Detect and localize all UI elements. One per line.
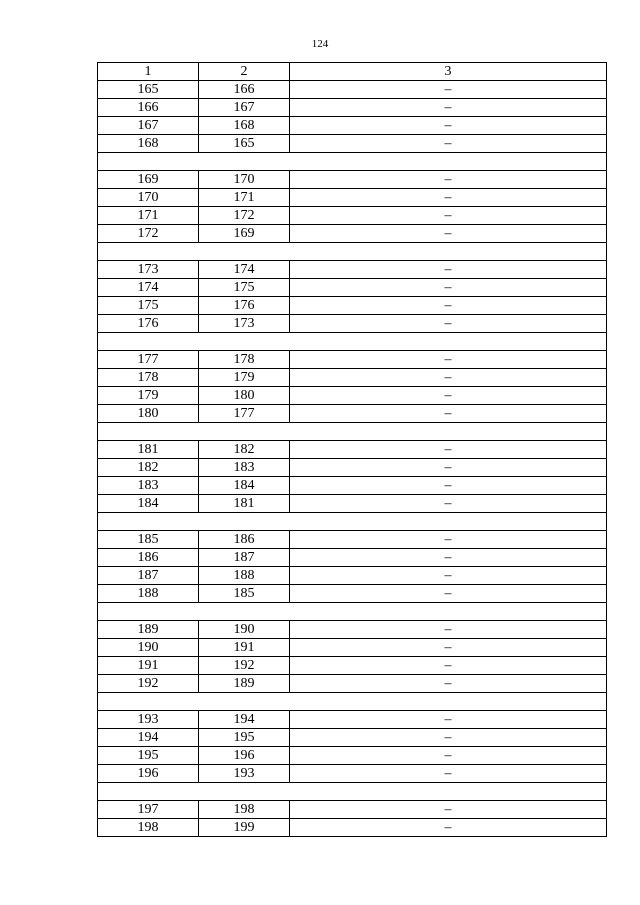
separator-cell	[98, 783, 607, 801]
table-row	[98, 99, 607, 117]
table-row	[98, 639, 607, 657]
table-row	[98, 261, 607, 279]
group-separator-row	[98, 513, 607, 531]
separator-cell	[98, 153, 607, 171]
table-cell-col-2: 168	[199, 117, 290, 135]
table-row	[98, 171, 607, 189]
table-cell-col-3: –	[290, 801, 607, 819]
table-cell-col-3: –	[290, 171, 607, 189]
table-cell-col-3: –	[290, 117, 607, 135]
table-cell-col-3: –	[290, 405, 607, 423]
table-cell-col-3: –	[290, 315, 607, 333]
table-row	[98, 459, 607, 477]
separator-cell	[98, 513, 607, 531]
column-header-3: 3	[290, 63, 607, 81]
group-separator-row	[98, 153, 607, 171]
table-row	[98, 81, 607, 99]
table-cell-col-2: 189	[199, 675, 290, 693]
table-cell-col-1: 177	[98, 351, 199, 369]
table-cell-col-1: 196	[98, 765, 199, 783]
table-cell-col-3: –	[290, 675, 607, 693]
table-cell-col-3: –	[290, 747, 607, 765]
table-cell-col-3: –	[290, 549, 607, 567]
table-cell-col-2: 167	[199, 99, 290, 117]
table-cell-col-2: 172	[199, 207, 290, 225]
table-row	[98, 819, 607, 837]
table-cell-col-1: 174	[98, 279, 199, 297]
table-cell-col-2: 181	[199, 495, 290, 513]
table-cell-col-3: –	[290, 135, 607, 153]
table-cell-col-3: –	[290, 351, 607, 369]
table-cell-col-1: 197	[98, 801, 199, 819]
table-cell-col-2: 194	[199, 711, 290, 729]
table-cell-col-1: 193	[98, 711, 199, 729]
table-row	[98, 765, 607, 783]
table-row	[98, 315, 607, 333]
table-cell-col-3: –	[290, 99, 607, 117]
table-cell-col-2: 180	[199, 387, 290, 405]
table-cell-col-2: 188	[199, 567, 290, 585]
table-cell-col-1: 183	[98, 477, 199, 495]
table-cell-col-2: 184	[199, 477, 290, 495]
table-row	[98, 567, 607, 585]
page-number: 124	[311, 38, 329, 50]
table-cell-col-3: –	[290, 189, 607, 207]
table-row	[98, 369, 607, 387]
table-cell-col-3: –	[290, 261, 607, 279]
separator-cell	[98, 333, 607, 351]
table-cell-col-1: 188	[98, 585, 199, 603]
table-cell-col-2: 187	[199, 549, 290, 567]
table-cell-col-2: 182	[199, 441, 290, 459]
table-cell-col-2: 177	[199, 405, 290, 423]
table-cell-col-2: 170	[199, 171, 290, 189]
group-separator-row	[98, 243, 607, 261]
table-cell-col-2: 166	[199, 81, 290, 99]
table-cell-col-2: 174	[199, 261, 290, 279]
table-cell-col-2: 191	[199, 639, 290, 657]
table-cell-col-1: 186	[98, 549, 199, 567]
group-separator-row	[98, 693, 607, 711]
separator-cell	[98, 693, 607, 711]
table-cell-col-1: 198	[98, 819, 199, 837]
table-cell-col-1: 191	[98, 657, 199, 675]
table-row	[98, 675, 607, 693]
table-cell-col-2: 183	[199, 459, 290, 477]
table-cell-col-3: –	[290, 531, 607, 549]
table-row	[98, 189, 607, 207]
table-row	[98, 279, 607, 297]
table-row	[98, 801, 607, 819]
table-cell-col-1: 165	[98, 81, 199, 99]
table-cell-col-3: –	[290, 639, 607, 657]
group-separator-row	[98, 783, 607, 801]
table-cell-col-1: 170	[98, 189, 199, 207]
table-cell-col-1: 168	[98, 135, 199, 153]
table-row	[98, 387, 607, 405]
table-row	[98, 549, 607, 567]
table-cell-col-3: –	[290, 567, 607, 585]
table-cell-col-1: 173	[98, 261, 199, 279]
table-cell-col-3: –	[290, 81, 607, 99]
table-cell-col-3: –	[290, 279, 607, 297]
table-cell-col-2: 165	[199, 135, 290, 153]
group-separator-row	[98, 423, 607, 441]
table-cell-col-1: 187	[98, 567, 199, 585]
table-cell-col-2: 186	[199, 531, 290, 549]
table-row	[98, 495, 607, 513]
table-cell-col-3: –	[290, 657, 607, 675]
table-cell-col-2: 185	[199, 585, 290, 603]
table-row	[98, 747, 607, 765]
table-cell-col-3: –	[290, 765, 607, 783]
table-row	[98, 585, 607, 603]
table-cell-col-2: 196	[199, 747, 290, 765]
table-cell-col-3: –	[290, 225, 607, 243]
group-separator-row	[98, 603, 607, 621]
column-header-2: 2	[199, 63, 290, 81]
table-cell-col-1: 178	[98, 369, 199, 387]
table-cell-col-1: 175	[98, 297, 199, 315]
table-cell-col-1: 167	[98, 117, 199, 135]
group-separator-row	[98, 333, 607, 351]
separator-cell	[98, 603, 607, 621]
table-row	[98, 729, 607, 747]
table-cell-col-3: –	[290, 441, 607, 459]
table-row	[98, 711, 607, 729]
table-cell-col-1: 169	[98, 171, 199, 189]
table-cell-col-2: 192	[199, 657, 290, 675]
table-cell-col-1: 184	[98, 495, 199, 513]
table-cell-col-3: –	[290, 297, 607, 315]
table-row	[98, 657, 607, 675]
separator-cell	[98, 423, 607, 441]
table-row	[98, 117, 607, 135]
table-cell-col-3: –	[290, 819, 607, 837]
table-cell-col-3: –	[290, 585, 607, 603]
separator-cell	[98, 243, 607, 261]
table-row	[98, 207, 607, 225]
table-cell-col-2: 199	[199, 819, 290, 837]
table-row	[98, 621, 607, 639]
table-cell-col-2: 193	[199, 765, 290, 783]
table-cell-col-1: 171	[98, 207, 199, 225]
table-cell-col-1: 182	[98, 459, 199, 477]
table-cell-col-3: –	[290, 387, 607, 405]
table-cell-col-1: 181	[98, 441, 199, 459]
table-cell-col-1: 185	[98, 531, 199, 549]
table-cell-col-1: 166	[98, 99, 199, 117]
table-cell-col-2: 175	[199, 279, 290, 297]
table-row	[98, 477, 607, 495]
table-cell-col-1: 172	[98, 225, 199, 243]
table-cell-col-3: –	[290, 621, 607, 639]
table-cell-col-3: –	[290, 711, 607, 729]
table-row	[98, 135, 607, 153]
table-cell-col-1: 189	[98, 621, 199, 639]
table-cell-col-1: 180	[98, 405, 199, 423]
header-row	[98, 63, 607, 81]
table-cell-col-2: 190	[199, 621, 290, 639]
table-cell-col-1: 194	[98, 729, 199, 747]
table-cell-col-2: 171	[199, 189, 290, 207]
table-row	[98, 531, 607, 549]
table-cell-col-3: –	[290, 369, 607, 387]
data-table	[97, 62, 607, 837]
table-cell-col-1: 190	[98, 639, 199, 657]
table-cell-col-1: 192	[98, 675, 199, 693]
table-cell-col-2: 195	[199, 729, 290, 747]
table-cell-col-1: 179	[98, 387, 199, 405]
table-cell-col-1: 195	[98, 747, 199, 765]
table-row	[98, 405, 607, 423]
table-cell-col-2: 173	[199, 315, 290, 333]
table-cell-col-1: 176	[98, 315, 199, 333]
table-cell-col-3: –	[290, 459, 607, 477]
table-cell-col-2: 169	[199, 225, 290, 243]
table-cell-col-3: –	[290, 729, 607, 747]
table-body	[98, 81, 607, 837]
table-cell-col-3: –	[290, 477, 607, 495]
table-row	[98, 297, 607, 315]
table-cell-col-2: 176	[199, 297, 290, 315]
table-cell-col-2: 178	[199, 351, 290, 369]
table-cell-col-2: 198	[199, 801, 290, 819]
table-cell-col-3: –	[290, 495, 607, 513]
table-cell-col-2: 179	[199, 369, 290, 387]
table-row	[98, 351, 607, 369]
table-row	[98, 225, 607, 243]
column-header-1: 1	[98, 63, 199, 81]
table-cell-col-3: –	[290, 207, 607, 225]
table-row	[98, 441, 607, 459]
